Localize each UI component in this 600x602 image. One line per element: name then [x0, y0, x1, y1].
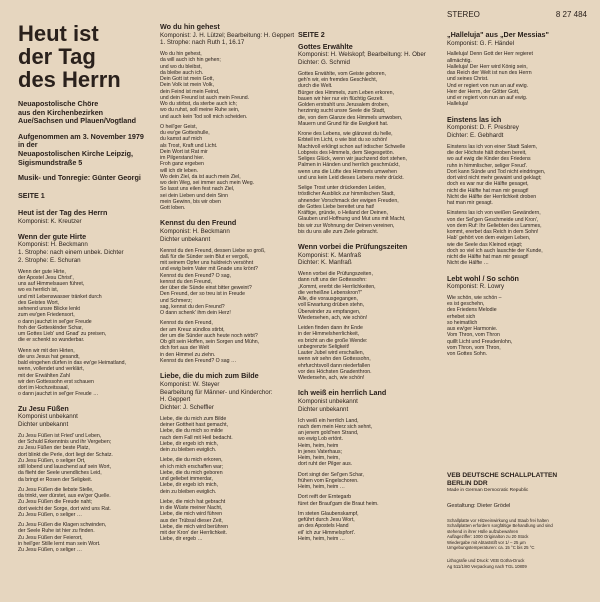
text-line: Dort reift der Erntegarb — [298, 494, 352, 501]
text-line: Überwinder zu empfangen, — [298, 308, 361, 315]
text-line: Kräftige, gründe, o Heiland der Deinen, — [298, 210, 388, 217]
text-line: Zu Jesu Füßen, o seliger Ort, — [18, 457, 86, 464]
text-line: doch so viel ich auch lauschte der Kunde, — [447, 247, 543, 254]
text-line: erhebet sich — [447, 313, 476, 320]
text-line: deiner Gottheit hast gemacht, — [160, 422, 229, 429]
text-line: zum ew'gen Friedensort, — [18, 312, 75, 319]
song-lyrics — [447, 295, 587, 358]
text-line: Ich weiß ein herrlich Land, — [298, 417, 359, 424]
text-line: an jenem gold'nen Strand, — [298, 430, 359, 437]
text-line: Dort kann Sünde und Tod nicht eindringen, — [447, 168, 546, 175]
song-credits — [18, 241, 156, 264]
text-line: Halleluja! — [447, 101, 469, 108]
album-title — [18, 22, 156, 91]
text-line: Bearbeitung für Männer- und Kinderchor: — [160, 388, 273, 396]
text-line: Dichter: K. Manfraß — [298, 259, 352, 267]
text-line: sei dein Lieben und dein Sinn — [160, 192, 229, 199]
text-line: der über die Sünde einst bitter geweint? — [160, 285, 252, 292]
text-line: Gottes Erwählte, vom Geiste geboren, — [298, 70, 386, 77]
text-line: der am Kreuz sündlos stirbt, — [160, 326, 225, 333]
text-line: Liebe, die mich wird berühren — [160, 523, 229, 530]
text-line: mit der Erwählten Zahl — [18, 372, 70, 379]
song-title: „Halleluja" aus „Der Messias" — [447, 30, 549, 39]
text-line: du ew'ge Gotteshulle, — [160, 130, 210, 137]
text-line: will ich dir leben. — [160, 167, 199, 174]
text-line: an des Apostels Hand — [298, 523, 349, 530]
text-line: Wenn wir mit den Hirten, — [18, 347, 75, 354]
text-line: dort wird nicht mehr gewaint und geklagt; — [447, 175, 542, 182]
song-credits — [160, 381, 295, 412]
text-line: so heimatlich — [447, 319, 478, 326]
text-line: in der Himmelsherrlichkeit, — [298, 331, 360, 338]
text-line: dein Feind ist mein Feind, — [160, 88, 220, 95]
text-line: Dichter unbekannt — [298, 405, 349, 413]
text-line: Liebe, dir ergeb ich mich, — [160, 440, 218, 447]
text-line: still lobend und lauschend auf sein Wort, — [18, 464, 112, 471]
choir-line: Neuapostolische Chöre — [18, 99, 99, 108]
song-lyrics — [160, 416, 295, 543]
text-line: von der Sel'gen Geschmeide und Kron', — [447, 216, 539, 223]
text-line: Glauben und Hoffnung und Mut uns mit Macht, — [298, 216, 406, 223]
song-lyrics — [298, 71, 433, 235]
text-line: Zu Jesu Füßen ist Fried' und Leben, — [18, 432, 102, 439]
text-line: Leiden finden dann ihr Ende — [298, 325, 363, 332]
text-line: herzinnig sucht unsre Seele die Stadt, — [298, 108, 386, 115]
text-line: Dort singt der Sel'gen Schar, — [298, 471, 364, 478]
text-line: zu Jesu Füßen der beste Platz, — [18, 445, 90, 452]
text-line: Einstens las ich von einer Stadt Salem, — [447, 143, 537, 150]
text-line: wenn wir sehn den Gottessohn, — [298, 356, 371, 363]
text-line: von Gottes Sohn. — [447, 351, 488, 358]
text-line: Umgebungstemperaturen: ca. 15 °C bis 25 °C — [447, 545, 535, 551]
text-line: des Geistes Wort, — [18, 299, 60, 306]
column-3 — [298, 0, 433, 602]
text-line: da trinkt, wer dürstet, aus ew'ger Quelle. — [18, 493, 111, 500]
song-title: Lebt wohl / So schön — [447, 273, 519, 283]
catalog-number: 8 27 484 — [555, 10, 587, 19]
text-line: da bleibe auch ich. — [160, 69, 204, 76]
text-line: wenn, vollendet und verklärt, — [18, 366, 85, 373]
song-lyrics — [18, 269, 156, 398]
text-line: Wo du hin gehest, — [160, 51, 202, 58]
text-line: dort ruht der Pilger aus. — [298, 461, 353, 468]
text-line: Zu Jesu Füßen der Feierort, — [18, 534, 83, 541]
text-line: nach dem mein Herz sich sehnt, — [298, 423, 373, 430]
text-line: hat man mir gesagt. — [447, 200, 493, 207]
text-line: Kennst du den Freund? O sag, — [160, 272, 231, 279]
text-line: Alle, die vorausgegangen, — [298, 296, 358, 303]
text-line: dich fort aus der Welt — [160, 345, 209, 352]
text-line: H. Geppert — [160, 396, 191, 404]
text-line: wie die Seele das Kleinod erjagt; — [447, 241, 523, 248]
design-credit: Gestaltung: Dieter Grödel — [447, 503, 511, 509]
text-line: Wiedergabe mit Abtaststift vor 1/ – 25 µm — [447, 539, 526, 545]
text-line: Dein Gott ist mein Gott, — [160, 76, 214, 83]
text-line: Und er regiert von nun an auf ewig. — [447, 82, 529, 89]
text-line: in jenes Vaterhaus; — [298, 448, 343, 455]
text-line: die, von dem Glanze des Himmels umwoben, — [298, 114, 403, 121]
text-line: Dichter: J. Scheffler — [160, 404, 214, 412]
text-line: die uns Jesus hat gesandt, — [18, 353, 80, 360]
text-line: Herr der Herrn, der Götter Gott, — [447, 88, 520, 95]
text-line: Hab' gehört von dem ewigen Leben, — [447, 235, 531, 242]
text-line: stehend in ihrer Hülle aufzubewahren — [447, 528, 519, 534]
side-label: SEITE 2 — [298, 30, 325, 39]
text-line: von dem Ruf: Ihr Geliebten des Lammes, — [447, 222, 542, 229]
text-line: mit der Kron' der Herrlichkeit. — [160, 530, 228, 537]
text-line: wo du ruhst, soll meine Ruhe sein, — [160, 107, 240, 114]
text-line: der Schuld Erkenntnis und ihr Vergeben; — [18, 439, 112, 446]
text-line: Zu Jesu Füßen, o seliger … — [18, 511, 83, 518]
text-line: wo es herrlich ist, — [18, 287, 59, 294]
text-line: und Schmerz; — [160, 297, 193, 304]
song-lyrics — [298, 271, 433, 381]
care-instructions — [447, 518, 587, 550]
text-line: wir den Gottessohn erst schauen — [18, 378, 94, 385]
text-line: da bringt er Rosen der Seligkeit. — [18, 476, 93, 483]
text-line: tröstlicher Ausblick zur himmlischen Stadt, — [298, 191, 395, 198]
text-line: unbegrenzte Seligkeit! — [298, 343, 350, 350]
text-line: und geliebet immerdar, — [160, 476, 213, 483]
text-line: durch die Welt. — [298, 83, 333, 90]
song-title: Kennst du den Freund — [160, 218, 237, 228]
text-line: voll Erwartung drüben stehn, — [298, 302, 365, 309]
text-line: eil' ich zur Himmelspfort'. — [298, 529, 356, 536]
song-lyrics — [447, 51, 587, 107]
text-line: Zu Jesu Füßen die Klagen schwinden, — [18, 522, 107, 529]
text-line: geführt durch Jesu Wort, — [298, 517, 355, 524]
text-line: doch es war nur die Hälfte gesaget, — [447, 181, 529, 188]
text-line: VEB DEUTSCHE SCHALLPLATTEN — [447, 472, 558, 479]
publisher-name — [447, 472, 587, 488]
text-line: froh der Gotteskinder Schar, — [18, 324, 83, 331]
text-line: Dichter unbekannt — [160, 235, 211, 243]
text-line: dein zu bleiben ewiglich. — [160, 447, 217, 454]
text-line: Machtvoll erklingt schon auf irdischer Schwelle — [298, 143, 406, 150]
song-title: Einstens las ich — [447, 114, 502, 124]
text-line: „Kommt, ererbt die Herrlichkeiten, — [298, 283, 376, 290]
text-line: Heim, heim, heim — [298, 442, 339, 449]
song-credit: Komponist: R. Lowry — [447, 283, 505, 291]
text-line: Gott loben. — [160, 205, 186, 212]
song-title: Zu Jesu Füßen — [18, 403, 69, 413]
column-1 — [18, 0, 156, 602]
text-line: Schallplatte vor Hitzeeinwirkung und Staub frei halten — [447, 518, 549, 523]
text-line: Dichter: E. Gebhardt — [447, 132, 504, 140]
song-credit: Komponist: G. F. Händel — [447, 39, 515, 47]
text-line: Seliges Glück, wenn wir jauchzend dort stehen, — [298, 156, 407, 163]
text-line: aus ew'ger Harmonie. — [447, 326, 498, 333]
text-line: bis wir zur Wohnung der Deinen vereinen, — [298, 222, 395, 229]
text-line: und seines Christ. — [447, 76, 489, 83]
text-line: Erbteil im Licht, o wie bist du so schön! — [298, 137, 388, 144]
text-line: dort weicht der Sorge, dort wird uns Rat. — [18, 505, 111, 512]
text-line: Liebe, die mich wird führen — [160, 511, 222, 518]
song-title: Liebe, die du mich zum Bilde — [160, 371, 259, 381]
text-line: o dann jauchzt in sel'ger Freude — [18, 318, 92, 325]
text-line: Zu Jesu Füßen die liebste Stelle, — [18, 486, 94, 493]
text-line: O heil'ger Geist, — [160, 123, 198, 130]
text-line: Lauter Jubel wird erschallen, — [298, 350, 365, 357]
text-line: kommt, ererbet das Reich in dem Sohn! — [447, 229, 539, 236]
text-line: wo dein Weg, sei immer auch mein Weg. — [160, 180, 255, 187]
text-line: und auch kein Tod soll mich scheiden. — [160, 113, 248, 120]
text-line: quillt Licht und Freudenlohn, — [447, 338, 513, 345]
text-line: Komponist: H. Welskopf; Bearbeitung: H. Ober — [298, 51, 426, 59]
text-line: Komponist unbekannt — [18, 413, 78, 421]
text-line: Liebe, die mich hat gebracht — [160, 498, 226, 505]
text-line: Komponist: H. Beckmann — [160, 228, 230, 236]
choir-line: aus den Kirchenbezirken — [18, 107, 104, 117]
text-line: frühen vom Engelschoren. — [298, 477, 359, 484]
text-line: sehnend unsre Blicke lenkt — [18, 306, 80, 313]
text-line: Dein Volk ist mein Volk, — [160, 82, 214, 89]
text-line: Heim, heim, heim … — [298, 484, 345, 491]
text-line: das Reich der Welt ist nun des Herrn — [447, 70, 532, 77]
text-line: in den Himmel zu ziehn. — [160, 351, 216, 358]
text-line: Wiedersehn, ach, wie schön! — [298, 375, 365, 382]
choir-line: Aue/Sachsen und Plauen/Vogtland — [18, 116, 137, 126]
text-line: nicht die Hälfte hat man mir gesagt! — [447, 254, 529, 261]
song-lyrics — [298, 418, 433, 543]
text-line: uns auf Himmelsauen führet, — [18, 281, 85, 288]
text-line: Einstens las ich von weißen Gewändern, — [447, 210, 541, 217]
text-line: Wo dein Ziel, da ist auch mein Ziel, — [160, 173, 241, 180]
song-title: Wenn der gute Hirte — [18, 231, 87, 241]
song-title: Gottes Erwählte — [298, 41, 353, 51]
text-line: eh ich mich erschaffen war; — [160, 463, 224, 470]
song-credits — [298, 252, 433, 268]
text-line: der um die Sünder auch heute noch wirbt? — [160, 332, 258, 339]
text-line: Liebe, die du mich zum Bilde — [160, 415, 227, 422]
text-line: Froh ganz ergeben — [160, 161, 204, 168]
text-line: die Gottes Liebe bereitet uns hat! — [298, 203, 375, 210]
text-line: Ob gilt sein Hoffen, sein Sorgen und Mühn, — [160, 339, 260, 346]
text-line: Golden erstrahlt uns Jerusalem droben, — [298, 102, 390, 109]
text-line: und uns kein Leid dieses Lebens mehr drückt. — [298, 174, 404, 181]
text-line: und ewig beim Vater mit Gnade uns krönt? — [160, 266, 258, 273]
song-title: Ich weiß ein herrlich Land — [298, 388, 387, 398]
text-line: o dann jauchzt in sel'ger Freude … — [18, 391, 99, 398]
text-line: Lobpreis des Himmels, dem Siegesgetön. — [298, 149, 395, 156]
text-line: Wenn vorbei die Prüfungszeiten, — [298, 271, 373, 278]
text-line: Mauern und Grund für die Ewigkeit hat. — [298, 120, 389, 127]
text-line: mein Gewinn, bis wir oben — [160, 198, 221, 205]
text-line: wenn uns die Lüfte des Himmels umwehen — [298, 168, 397, 175]
text-line: dort im Hochzeitssaal, — [18, 385, 70, 392]
text-line: Liebe, dir ergeb … — [160, 536, 203, 543]
text-line: dann ruft uns der Gottessohn: — [298, 277, 367, 284]
text-line: 1. Strophe: nach Ruth 1, 16.17 — [160, 39, 245, 47]
text-line: Komponist: W. Steyer — [160, 380, 220, 388]
text-line: ahnender Vorschmack der ewigen Freuden, — [298, 197, 399, 204]
text-line: du kamst auf mich — [160, 136, 203, 143]
text-line: Liebe, dir ergeb ich mich, — [160, 482, 218, 489]
text-line: und dein Freund ist auch mein Freund. — [160, 94, 250, 101]
song-credits — [298, 398, 433, 414]
album-title-line: des Herrn — [18, 67, 121, 92]
recording-line: Neuapostolischen Kirche Leipzig, — [18, 148, 134, 158]
text-line: Ag 511/1/80 Verpackung nach TGL 10809 — [447, 563, 527, 569]
text-line: O dann schenk' ihm dein Herz! — [160, 310, 231, 317]
text-line: dort blinkt die Perle, dort liegt der Schatz. — [18, 451, 113, 458]
text-line: es ist geschehn, — [447, 301, 485, 308]
text-line: Nicht die Hälfte der Herrlichkeit droben — [447, 193, 537, 200]
text-line: Kennst du den Freund? O sag … — [160, 357, 237, 364]
text-line: Dein Wort ist Rat mir — [160, 148, 208, 155]
text-line: Halleluja! Der Herr wird König sein, — [447, 63, 528, 70]
text-line: Den Freund, der so treu ist in Freude — [160, 291, 246, 298]
stereo-label: STEREO — [447, 10, 480, 19]
text-line: des Friedens Melodie — [447, 307, 497, 314]
recording-info — [18, 133, 156, 167]
text-line: sag, kennst du den Freund? — [160, 303, 225, 310]
song-credits — [18, 413, 156, 429]
text-line: kennst du den Freund, — [160, 278, 212, 285]
text-line: vom Thron, vom Thron, — [447, 344, 501, 351]
text-line: Heim, heim, heim, — [298, 455, 340, 462]
print-info — [447, 558, 587, 569]
recording-line: Aufgenommen am 3. November 1979 — [18, 131, 144, 141]
text-line: Nicht die Hälfte … — [447, 260, 489, 267]
song-credits — [447, 124, 587, 140]
text-line: Komponist: K. Manfraß — [298, 251, 362, 259]
text-line: bald eingehen dürfen in das ew'ge Heimatland, — [18, 360, 126, 367]
recording-line: Sigismundstraße 5 — [18, 157, 83, 167]
column-2 — [160, 0, 295, 602]
text-line: Wo du stirbst, da sterbe auch ich; — [160, 101, 237, 108]
recording-line: in der — [18, 140, 38, 150]
text-line: aus der Trübsal dieser Zeit, — [160, 517, 223, 524]
text-line: Heim, heim, heim … — [298, 535, 345, 542]
song-credits — [298, 51, 433, 67]
text-line: Halleluja! Denn Gott der Herr regieret — [447, 51, 533, 58]
text-line: Auflageziffer: 1000 Originalton zu 20 Stück — [447, 534, 529, 540]
text-line: im Pilgerstand hier. — [160, 155, 205, 162]
text-line: Im steten Glaubenskampf, — [298, 510, 359, 517]
text-line: wo auf ewig die Kinder des Friedens — [447, 156, 531, 163]
song-title: Wo du hin gehest — [160, 22, 220, 31]
text-line: Kennst du den Freund, dessen Liebe so groß, — [160, 247, 266, 254]
text-line: Palmen in Händen und herrlich geschmückt, — [298, 162, 400, 169]
text-line: die der Höchste hält droben bereit, — [447, 150, 527, 157]
text-line: Vom Thron, vom Thron — [447, 332, 500, 339]
text-line: Wie schön, wie schön – — [447, 294, 502, 301]
text-line: der Seele Ruhe ist hier zu finden. — [18, 528, 95, 535]
text-line: in die Wüste meiner Nacht, — [160, 505, 223, 512]
album-title-line: Heut ist — [18, 21, 99, 46]
text-line: es bricht an die große Wende: — [298, 337, 368, 344]
side-label: SEITE 1 — [18, 190, 45, 200]
text-line: um Gottes Lieb' und Gnad' zu preisen, — [18, 331, 107, 338]
made-in: Made in German Democratic Republic — [447, 488, 529, 493]
text-line: Komponist unbekannt — [298, 398, 358, 406]
song-lyrics — [160, 51, 295, 211]
text-line: Schallplatten erfordern sorgfältige Behandlung und sind — [447, 523, 553, 529]
text-line: in heil'ger Stille lernt man sein Wort. — [18, 540, 101, 547]
text-line: daß für die Sünder sein Blut er vergoß, — [160, 253, 250, 260]
text-line: nicht die Hälfte hat man mir gesagt! — [447, 187, 529, 194]
text-line: Selige Trost unter drückenden Leiden, — [298, 185, 386, 192]
text-line: geh'n wir, ein fremdes Geschlecht, — [298, 77, 378, 84]
text-line: ehrfurchtsvoll dann niederfallen — [298, 362, 371, 369]
text-line: dein zu bleiben ewiglich. — [160, 488, 217, 495]
text-line: nach dem Fall mit Heil bedacht. — [160, 434, 233, 441]
text-line: Wenn der gute Hirte, — [18, 268, 66, 275]
text-line: 2. Strophe: E. Schuran — [18, 256, 81, 264]
text-line: Liebe, die du mich so milde — [160, 428, 223, 435]
text-line: die er schenkt so wunderbar. — [18, 337, 85, 344]
text-line: füret der Braut'gam die Braut heim. — [298, 500, 379, 507]
text-line: 1. Strophe: nach einem unbek. Dichter — [18, 249, 124, 257]
text-line: und mit Lebenswasser tränket durch — [18, 293, 102, 300]
text-line: da flieht der Seele unendliches Leid, — [18, 470, 102, 477]
album-title-line: der Tag — [18, 44, 96, 69]
text-line: Zu Jesu Füßen, o seliger … — [18, 547, 83, 554]
song-lyrics — [160, 248, 295, 365]
text-line: und er regiert von nun an auf ewig. — [447, 95, 528, 102]
text-line: ruhn in himmlischer, seliger Freud'. — [447, 162, 528, 169]
text-line: die verheißne Lebenskron'!" — [298, 289, 363, 296]
text-line: Bürger des Himmels, zum Leben erkoren, — [298, 89, 395, 96]
text-line: Lithografie und Druck: VEB Gotha-Druck — [447, 558, 525, 564]
column-4 — [447, 0, 587, 602]
song-title: Heut ist der Tag des Herrn — [18, 208, 108, 218]
song-credits — [160, 228, 295, 244]
choir-info — [18, 100, 156, 126]
text-line: Kennst du den Freund, — [160, 320, 213, 327]
text-line: Wiedersehen, ach, wie schön! — [298, 314, 368, 321]
text-line: BERLIN DDR — [447, 480, 488, 487]
song-title: Wenn vorbei die Prüfungszeiten — [298, 242, 408, 252]
text-line: Komponist: D. F. Presbrey — [447, 124, 519, 132]
text-line: mit seinem Opfer uns huldreich versöhnt — [160, 260, 254, 267]
text-line: bis du uns alle zum Ziele gebracht. — [298, 228, 379, 235]
publisher-block — [447, 472, 587, 569]
music-direction: Musik- und Tonregie: Günter Georgi — [18, 173, 141, 183]
text-line: wo ewig Lob ertönt. — [298, 436, 343, 443]
song-lyrics — [18, 433, 156, 554]
text-line: Dichter: G. Schmid — [298, 58, 350, 66]
text-line: vor des Höchsten Gnadenthron. — [298, 368, 372, 375]
text-line: bauen wir hier nur ein flüchtig Gezelt. — [298, 95, 384, 102]
text-line: Liebe, die du mich geboren — [160, 469, 223, 476]
text-line: Zu Jesu Füßen die Freude naht; — [18, 499, 93, 506]
text-line: Komponist: J. H. Lützel; Bearbeitung: H. Geppert — [160, 31, 295, 39]
text-line: da will auch ich hin gehen; — [160, 57, 221, 64]
text-line: Dichter unbekannt — [18, 421, 69, 429]
song-credits — [160, 32, 295, 48]
text-line: und wo du bleibst, — [160, 63, 202, 70]
text-line: So lasst uns eilen fest nach Ziel, — [160, 186, 235, 193]
text-line: Liebe, die du mich erkoren, — [160, 457, 223, 464]
text-line: Komponist: H. Beckmann — [18, 241, 88, 249]
text-line: allmächtig. — [447, 57, 472, 64]
song-credit: Komponist: K. Kreutzer — [18, 217, 82, 225]
song-lyrics — [447, 144, 587, 267]
text-line: als Trost, Kraft und Licht. — [160, 142, 218, 149]
text-line: Krone des Lebens, wie glänzest du helle, — [298, 131, 393, 138]
text-line: der Apostel Jesu Christ', — [18, 274, 74, 281]
